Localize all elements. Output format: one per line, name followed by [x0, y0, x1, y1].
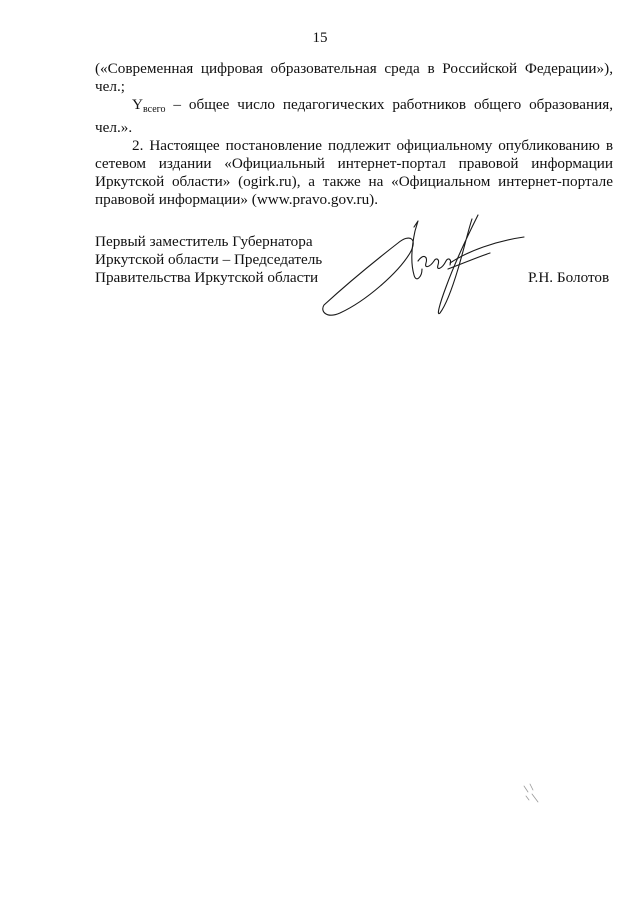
signatory-title: [95, 233, 322, 287]
scan-artifact: [520, 780, 550, 810]
paragraph-publication: 2. Настоящее постановление подлежит официальному опубликованию в сетевом издании «Официальный интернет-портал правовой информации Иркутской области» (ogirk.ru), а также на «Официальном интернет-портале правовой информации» (www.pravo.gov.ru).: [95, 137, 613, 208]
paragraph-continuation: («Современная цифровая образовательная среда в Российской Федерации»), чел.;: [95, 60, 613, 95]
signatory-title-line1: Первый заместитель Губернатора: [95, 233, 313, 250]
document-body: [95, 60, 613, 209]
definition-text: – общее число педагогических работников общего образования, чел.».: [95, 96, 613, 136]
page-number: 15: [312, 30, 328, 46]
handwritten-signature: [318, 205, 533, 325]
signatory-title-line2: Иркутской области – Председатель: [95, 251, 323, 268]
paragraph-definition: [95, 96, 613, 137]
formula-symbol: Y: [132, 96, 143, 113]
signatory-title-line3: Правительства Иркутской области: [95, 269, 319, 286]
signer-name: Р.Н. Болотов: [528, 269, 610, 286]
formula-subscript: всего: [142, 104, 166, 115]
